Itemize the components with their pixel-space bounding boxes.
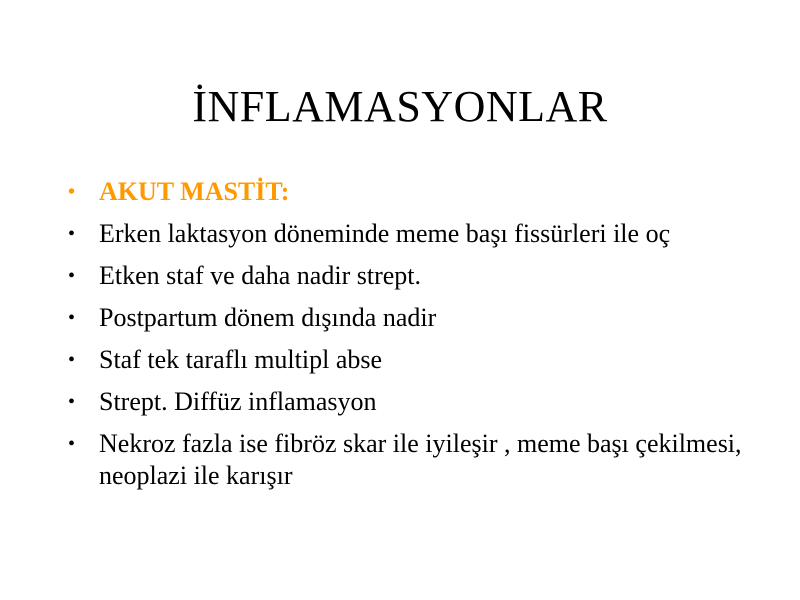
bullet-icon: • [68, 433, 76, 455]
bullet-text: Strept. Diffüz inflamasyon [99, 387, 377, 416]
bullet-item [68, 260, 758, 292]
bullet-text: AKUT MASTİT: [99, 177, 290, 206]
bullet-list [68, 176, 758, 502]
bullet-icon: • [68, 181, 76, 203]
bullet-icon: • [68, 349, 76, 371]
bullet-text: Postpartum dönem dışında nadir [99, 303, 437, 332]
slide-title: İNFLAMASYONLAR [192, 82, 608, 131]
bullet-text: Staf tek taraflı multipl abse [99, 345, 383, 374]
bullet-icon: • [68, 265, 76, 287]
bullet-item [68, 176, 758, 208]
bullet-item [68, 386, 758, 418]
bullet-icon: • [68, 391, 76, 413]
bullet-text: Erken laktasyon döneminde meme başı fissürleri ile oç [99, 219, 671, 248]
bullet-item [68, 218, 758, 250]
bullet-item [68, 344, 758, 376]
bullet-item [68, 302, 758, 334]
bullet-icon: • [68, 223, 76, 245]
bullet-text: Nekroz fazla ise fibröz skar ile iyileşir , meme başı çekilmesi, neoplazi ile karışır [99, 429, 742, 490]
bullet-icon: • [68, 307, 76, 329]
bullet-text: Etken staf ve daha nadir strept. [99, 261, 421, 290]
bullet-item [68, 428, 758, 492]
